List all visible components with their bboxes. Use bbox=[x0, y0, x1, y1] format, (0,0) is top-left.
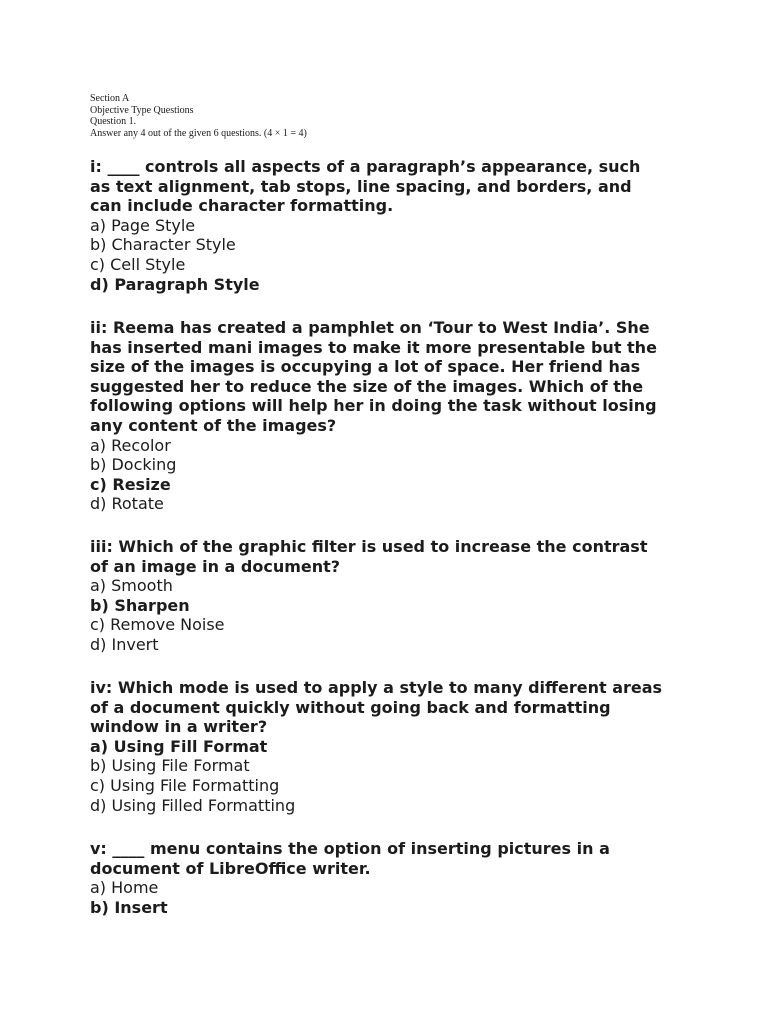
option: b) Docking bbox=[90, 455, 177, 475]
question-stem-line: following options will help her in doing the task without losing bbox=[90, 396, 657, 416]
question-type-label: Objective Type Questions bbox=[90, 104, 194, 116]
question-stem-line: suggested her to reduce the size of the images. Which of the bbox=[90, 376, 644, 396]
option: b) Using File Format bbox=[90, 756, 250, 776]
instruction-text: Answer any 4 out of the given 6 questions. (4 × 1 = 4) bbox=[90, 127, 307, 139]
question-stem-line: size of the images is occupying a lot of space. Her friend has bbox=[90, 357, 641, 377]
correct-option: b) Insert bbox=[90, 897, 168, 917]
option: b) Character Style bbox=[90, 235, 236, 255]
option: c) Using File Formatting bbox=[90, 775, 280, 795]
option: a) Recolor bbox=[90, 435, 171, 455]
question-stem-line: document of LibreOffice writer. bbox=[90, 858, 371, 878]
option: a) Home bbox=[90, 878, 159, 898]
question-stem-line: any content of the images? bbox=[90, 415, 337, 435]
question-stem-line: i: ____ controls all aspects of a paragraph’s appearance, such bbox=[90, 157, 641, 176]
question-stem-line: v: ____ menu contains the option of inserting pictures in a bbox=[90, 839, 610, 858]
option: d) Using Filled Formatting bbox=[90, 795, 296, 815]
correct-option: a) Using Fill Format bbox=[90, 736, 268, 756]
question-block bbox=[90, 537, 647, 655]
question-stem-line: as text alignment, tab stops, line spacing, and borders, and bbox=[90, 176, 632, 196]
correct-option: c) Resize bbox=[90, 474, 171, 494]
question-block bbox=[90, 157, 640, 294]
question-stem-line: window in a writer? bbox=[90, 717, 268, 737]
question-stem-line: of an image in a document? bbox=[90, 556, 341, 576]
question-stem-line: can include character formatting. bbox=[90, 196, 394, 216]
option: c) Cell Style bbox=[90, 254, 186, 274]
question-stem-line: iii: Which of the graphic filter is used to increase the contrast bbox=[90, 537, 648, 556]
question-stem-line: iv: Which mode is used to apply a style to many different areas bbox=[90, 678, 663, 697]
question-stem-line: has inserted mani images to make it more presentable but the bbox=[90, 337, 657, 357]
question-block bbox=[90, 839, 610, 917]
question-stem-line: ii: Reema has created a pamphlet on ‘Tour to West India’. She bbox=[90, 318, 650, 337]
question-stem-line: of a document quickly without going back and formatting bbox=[90, 697, 611, 717]
correct-option: d) Paragraph Style bbox=[90, 274, 260, 294]
option: a) Page Style bbox=[90, 215, 196, 235]
option: d) Invert bbox=[90, 634, 159, 654]
question-number-label: Question 1. bbox=[90, 116, 137, 127]
correct-option: b) Sharpen bbox=[90, 595, 190, 615]
option: a) Smooth bbox=[90, 576, 173, 596]
option: d) Rotate bbox=[90, 494, 164, 514]
section-label: Section A bbox=[90, 93, 130, 104]
question-block bbox=[90, 318, 657, 514]
question-block bbox=[90, 678, 662, 815]
option: c) Remove Noise bbox=[90, 615, 225, 635]
